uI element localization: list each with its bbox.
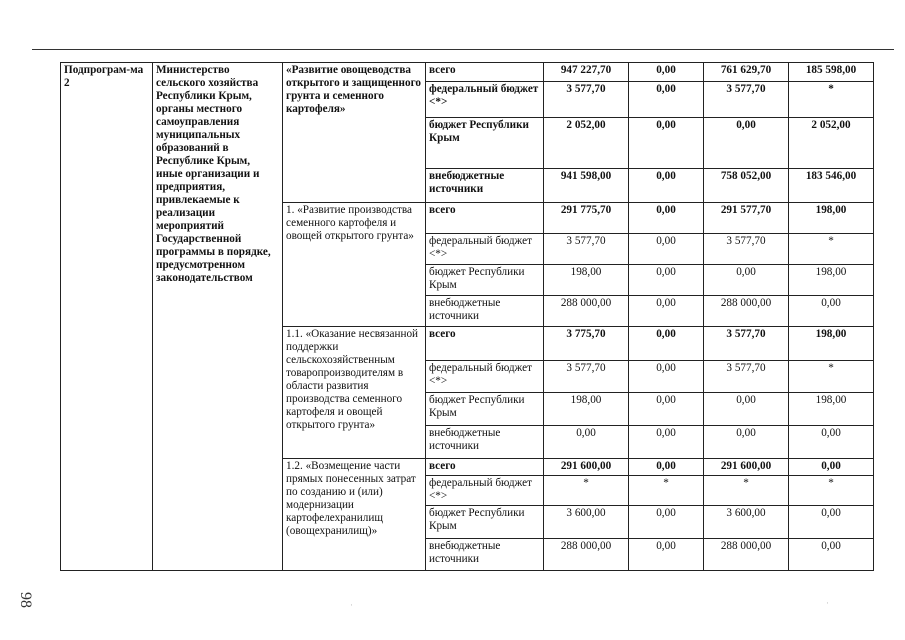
event-title: 1. «Развитие производства семенного картофеля и овощей открытого грунта» bbox=[283, 203, 426, 327]
amount-cell: 288 000,00 bbox=[544, 539, 629, 571]
amount-cell: 0,00 bbox=[629, 393, 704, 426]
amount-cell: * bbox=[544, 476, 629, 506]
amount-cell: 2 052,00 bbox=[789, 118, 874, 169]
funding-source: федеральный бюджет <*> bbox=[426, 476, 544, 506]
amount-cell: 0,00 bbox=[629, 327, 704, 361]
amount-cell: 3 577,70 bbox=[704, 234, 789, 265]
funding-source: бюджет Республики Крым bbox=[426, 118, 544, 169]
funding-source: всего bbox=[426, 63, 544, 82]
amount-cell: 0,00 bbox=[629, 265, 704, 296]
amount-cell: 941 598,00 bbox=[544, 169, 629, 203]
funding-source: бюджет Республики Крым bbox=[426, 393, 544, 426]
amount-cell: 3 577,70 bbox=[544, 234, 629, 265]
amount-cell: 0,00 bbox=[629, 234, 704, 265]
amount-cell: 185 598,00 bbox=[789, 63, 874, 82]
amount-cell: 0,00 bbox=[789, 539, 874, 571]
amount-cell: 0,00 bbox=[629, 63, 704, 82]
funding-source: бюджет Республики Крым bbox=[426, 265, 544, 296]
amount-cell: 758 052,00 bbox=[704, 169, 789, 203]
funding-source: всего bbox=[426, 459, 544, 476]
amount-cell: 0,00 bbox=[789, 506, 874, 539]
table-row bbox=[61, 63, 874, 82]
amount-cell: * bbox=[789, 82, 874, 118]
amount-cell: 288 000,00 bbox=[704, 296, 789, 327]
amount-cell: 2 052,00 bbox=[544, 118, 629, 169]
amount-cell: 0,00 bbox=[544, 426, 629, 459]
amount-cell: * bbox=[789, 476, 874, 506]
funding-source: бюджет Республики Крым bbox=[426, 506, 544, 539]
amount-cell: 291 577,70 bbox=[704, 203, 789, 234]
amount-cell: 3 775,70 bbox=[544, 327, 629, 361]
amount-cell: 0,00 bbox=[629, 82, 704, 118]
budget-table bbox=[60, 62, 874, 571]
amount-cell: * bbox=[789, 234, 874, 265]
amount-cell: 3 577,70 bbox=[704, 361, 789, 393]
amount-cell: 0,00 bbox=[704, 393, 789, 426]
funding-source: внебюджетные источники bbox=[426, 296, 544, 327]
amount-cell: 0,00 bbox=[629, 361, 704, 393]
scan-speck: · bbox=[826, 598, 829, 608]
amount-cell: 3 577,70 bbox=[704, 327, 789, 361]
amount-cell: 291 775,70 bbox=[544, 203, 629, 234]
amount-cell: 0,00 bbox=[704, 118, 789, 169]
amount-cell: 947 227,70 bbox=[544, 63, 629, 82]
amount-cell: 0,00 bbox=[629, 203, 704, 234]
funding-source: внебюджетные источники bbox=[426, 539, 544, 571]
amount-cell: * bbox=[629, 476, 704, 506]
event-title: 1.2. «Возмещение части прямых понесенных затрат по созданию и (или) модернизации картофелехранилищ (овощехранилищ)» bbox=[283, 459, 426, 571]
amount-cell: 198,00 bbox=[789, 393, 874, 426]
amount-cell: 3 600,00 bbox=[544, 506, 629, 539]
amount-cell: 3 600,00 bbox=[704, 506, 789, 539]
amount-cell: 0,00 bbox=[629, 296, 704, 327]
amount-cell: 0,00 bbox=[629, 539, 704, 571]
executor-cell: Министерство сельского хозяйства Республики Крым, органы местного самоуправления муниципальных образований в Республике Крым, иные организации и предприятия, привлекаемые к реализации мероприятий Государственной программы в порядке, предусмотренном законодательством bbox=[153, 63, 283, 571]
amount-cell: 0,00 bbox=[704, 265, 789, 296]
funding-source: федеральный бюджет <*> bbox=[426, 234, 544, 265]
amount-cell: 288 000,00 bbox=[544, 296, 629, 327]
funding-source: внебюджетные источники bbox=[426, 169, 544, 203]
amount-cell: 0,00 bbox=[789, 459, 874, 476]
amount-cell: 288 000,00 bbox=[704, 539, 789, 571]
funding-source: федеральный бюджет <*> bbox=[426, 361, 544, 393]
amount-cell: 198,00 bbox=[789, 203, 874, 234]
amount-cell: 198,00 bbox=[789, 327, 874, 361]
amount-cell: * bbox=[789, 361, 874, 393]
amount-cell: 761 629,70 bbox=[704, 63, 789, 82]
amount-cell: 0,00 bbox=[629, 506, 704, 539]
amount-cell: 183 546,00 bbox=[789, 169, 874, 203]
event-title: 1.1. «Оказание несвязанной поддержки сельскохозяйственным товаропроизводителям в области развития производства семенного картофеля и овощей открытого грунта» bbox=[283, 327, 426, 459]
amount-cell: 3 577,70 bbox=[704, 82, 789, 118]
funding-source: внебюджетные источники bbox=[426, 426, 544, 459]
funding-source: всего bbox=[426, 203, 544, 234]
amount-cell: 0,00 bbox=[704, 426, 789, 459]
amount-cell: 0,00 bbox=[629, 459, 704, 476]
amount-cell: 3 577,70 bbox=[544, 82, 629, 118]
program-label: Подпрограм-ма 2 bbox=[61, 63, 153, 571]
amount-cell: 3 577,70 bbox=[544, 361, 629, 393]
page-number: 98 bbox=[17, 592, 34, 608]
amount-cell: 0,00 bbox=[789, 426, 874, 459]
top-rule bbox=[32, 49, 894, 50]
amount-cell: 0,00 bbox=[629, 426, 704, 459]
amount-cell: 0,00 bbox=[789, 296, 874, 327]
amount-cell: * bbox=[704, 476, 789, 506]
amount-cell: 198,00 bbox=[789, 265, 874, 296]
funding-source: федеральный бюджет <*> bbox=[426, 82, 544, 118]
amount-cell: 198,00 bbox=[544, 265, 629, 296]
amount-cell: 291 600,00 bbox=[704, 459, 789, 476]
funding-source: всего bbox=[426, 327, 544, 361]
scan-speck: · bbox=[350, 600, 353, 610]
amount-cell: 291 600,00 bbox=[544, 459, 629, 476]
amount-cell: 0,00 bbox=[629, 169, 704, 203]
amount-cell: 0,00 bbox=[629, 118, 704, 169]
event-title: «Развитие овощеводства открытого и защищенного грунта и семенного картофеля» bbox=[283, 63, 426, 203]
amount-cell: 198,00 bbox=[544, 393, 629, 426]
